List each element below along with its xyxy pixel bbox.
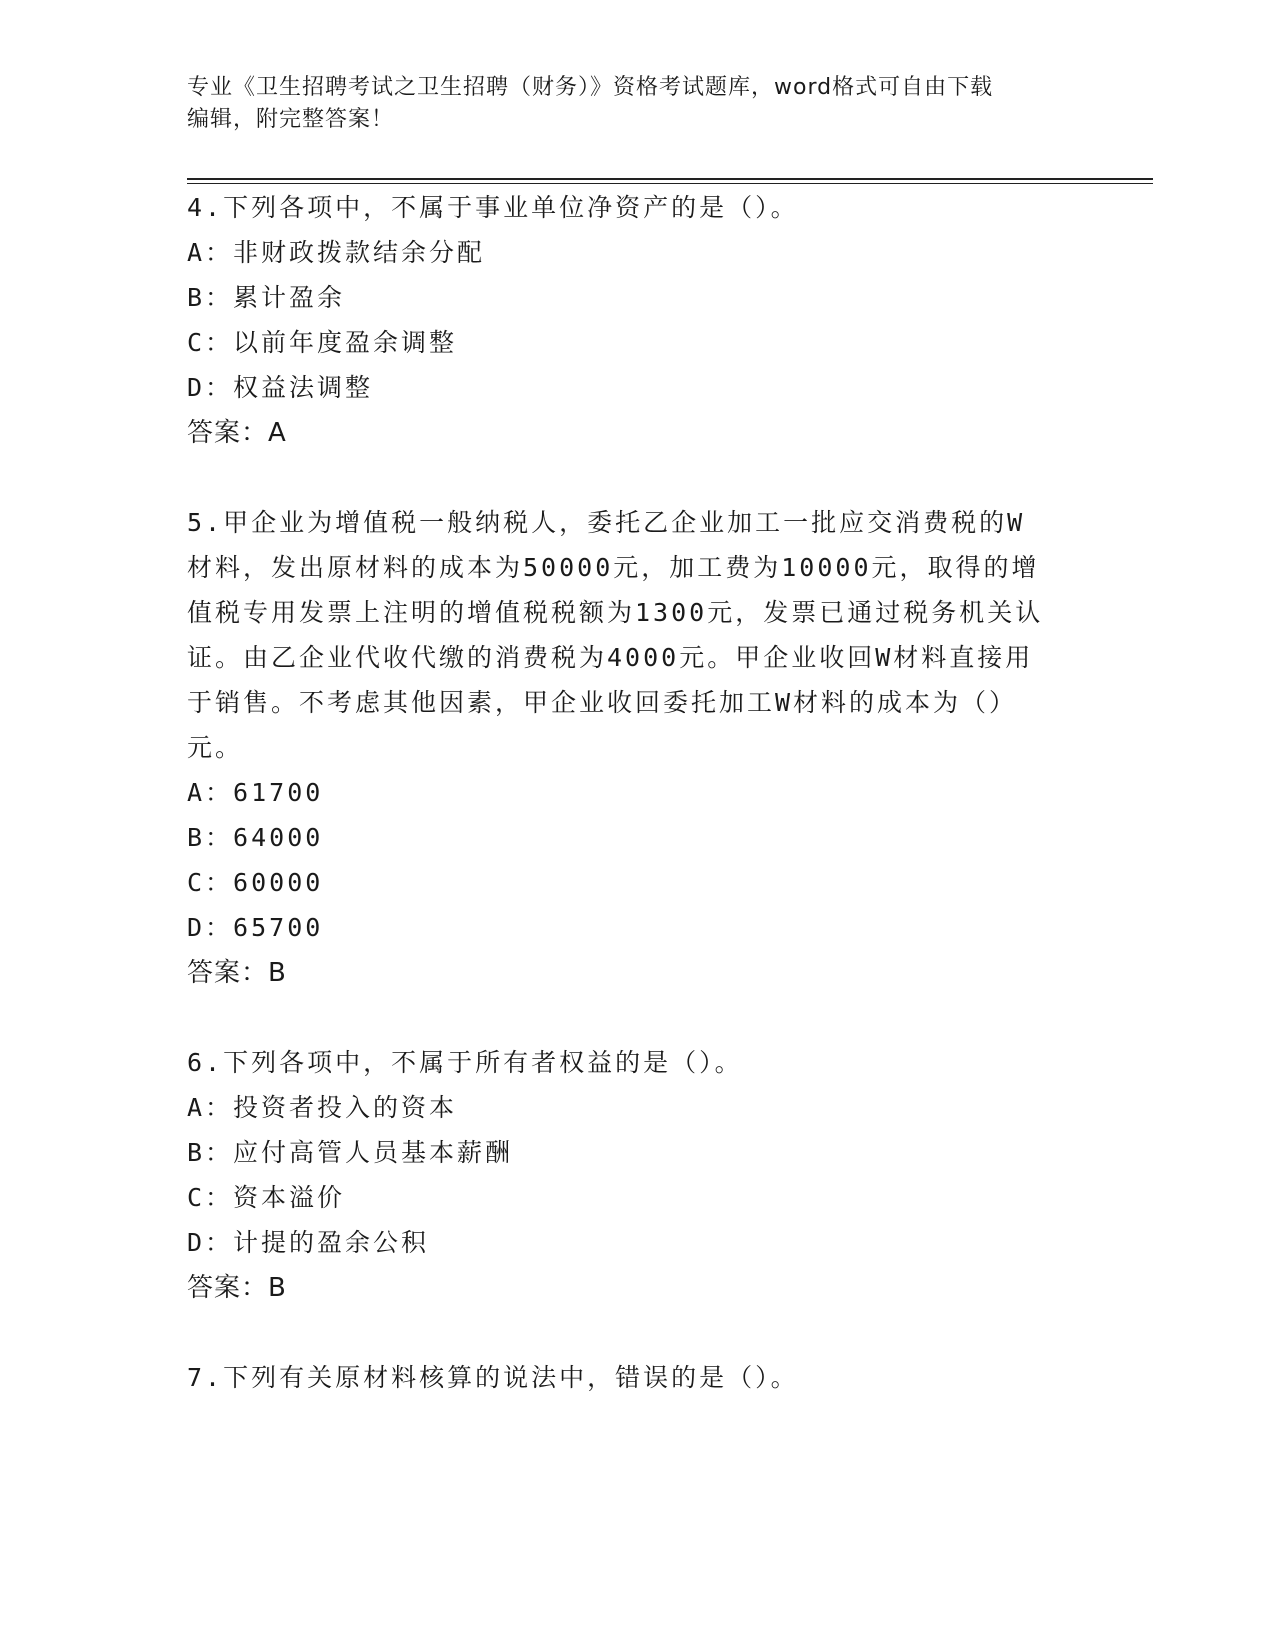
question-5-stem-line-6: 元。 [187,733,244,762]
header-divider-thin [187,183,1153,184]
question-5-stem-line-2: 材料，发出原材料的成本为50000元，加工费为10000元，取得的增 [187,553,1040,582]
header-line-1: 专业《卫生招聘考试之卫生招聘（财务）》资格考试题库，word格式可自由下载 [187,75,994,100]
question-5-answer: 答案：B [187,958,287,988]
question-4-option-b: B：累计盈余 [187,283,346,312]
question-5-option-a: A：61700 [187,778,324,807]
question-5-option-b: B：64000 [187,823,324,852]
question-7-stem: 7.下列有关原材料核算的说法中，错误的是（）。 [187,1363,799,1392]
question-5-option-c: C：60000 [187,868,324,897]
question-5-stem-line-3: 值税专用发票上注明的增值税税额为1300元，发票已通过税务机关认 [187,598,1044,627]
question-5-stem-line-4: 证。由乙企业代收代缴的消费税为4000元。甲企业收回W材料直接用 [187,643,1034,672]
header-divider-thick [187,178,1153,180]
question-6-option-d: D：计提的盈余公积 [187,1228,430,1257]
question-4-option-d: D：权益法调整 [187,373,374,402]
question-4-option-c: C：以前年度盈余调整 [187,328,458,357]
question-6-option-a: A：投资者投入的资本 [187,1093,458,1122]
question-4-answer: 答案：A [187,418,287,448]
question-4-stem: 4.下列各项中，不属于事业单位净资产的是（）。 [187,193,799,222]
question-6-stem: 6.下列各项中，不属于所有者权益的是（）。 [187,1048,743,1077]
document-header [187,72,1087,136]
question-4-option-a: A：非财政拨款结余分配 [187,238,486,267]
question-5-option-d: D：65700 [187,913,324,942]
question-6-option-c: C：资本溢价 [187,1183,346,1212]
header-line-2: 编辑，附完整答案！ [187,107,395,132]
question-5-stem-line-1: 5.甲企业为增值税一般纳税人，委托乙企业加工一批应交消费税的W [187,508,1026,537]
question-6-option-b: B：应付高管人员基本薪酬 [187,1138,514,1167]
question-5-stem-line-5: 于销售。不考虑其他因素，甲企业收回委托加工W材料的成本为（） [187,688,1018,717]
question-6-answer: 答案：B [187,1273,287,1303]
